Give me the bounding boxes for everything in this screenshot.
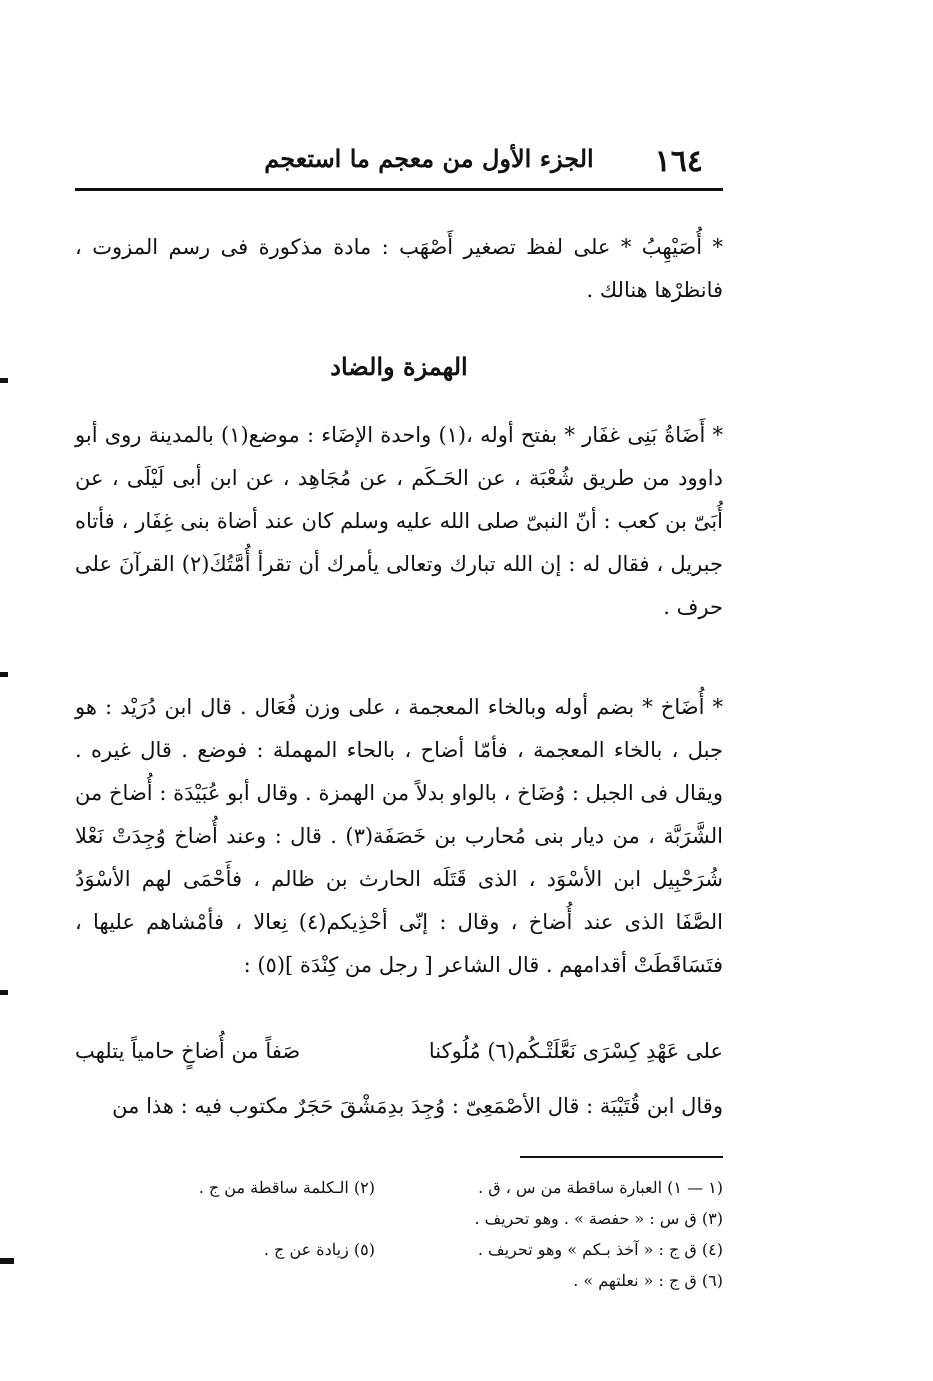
page-header — [75, 138, 723, 188]
continuation-line: وقال ابن قُتَيْبَة : قال الأصْمَعِىّ : وُجِدَ بدِمَشْقَ حَجَرٌ مكتوب فيه : هذا من — [112, 1094, 723, 1118]
verse-first-hemistich: على عَهْدِ كِسْرَى نَعَّلَتْـكُم(٦) مُلُوكنا — [428, 1039, 723, 1063]
scan-edge-mark — [0, 378, 8, 383]
footnote-3: (٣) ق س : « حفصة » . وهو تحريف . — [474, 1209, 723, 1228]
footnote-row — [75, 1234, 723, 1265]
section-heading: الهمزة والضاد — [330, 352, 468, 381]
header-rule — [75, 188, 723, 191]
scan-edge-mark — [0, 1258, 14, 1264]
footnote-row — [75, 1172, 723, 1203]
footnote-row — [75, 1265, 723, 1296]
footnote-2: (٢) الـكلمة ساقطة من ج . — [198, 1178, 375, 1197]
footnotes — [75, 1172, 723, 1296]
entry-usayhib: * أُصَيْهِبُ * على لفظ تصغير أَصْهَب : مادة مذكورة فى رسم المزوت ، فانظرْها هنالك . — [75, 235, 723, 302]
entry-udakh: * أُضَاخ * بضم أوله وبالخاء المعجمة ، على وزن فُعَال . قال ابن دُرَيْد : هو جبل ، بالخاء المعجمة ، فأمّا أضاح ، بالحاء المهملة : فوضع . قال غيره . ويقال فى الجبل : وُضَاخ ، بالواو بدلاً من الهمزة . وقال أبو عُبَيْدَة : أُضاخ من الشَّرَبَّة ، من ديار بنى مُحارب بن خَصَفَة(٣) . قال : وعند أُضاخ وُجِدَتْ نَعْلا شُرَحْبِيل ابن الأسْوَد ، الذى قَتَلَه الحارث بن ظالم ، فأَحْمَى لهم الأسْوَدُ الصَّفَا الذى عند أُضاخ ، وقال : إنّى أحْذِيكم(٤) نِعالا ، فأمْشاهم عليها ، فتَسَاقَطَتْ أقدامهم . قال الشاعر [ رجل من كِنْدَة ](٥) : — [75, 695, 724, 977]
poem-verse — [75, 1030, 723, 1073]
running-title: الجزء الأول من معجم ما استعجم — [264, 144, 594, 173]
footnote-6: (٦) ق ج : « نعلتهم » . — [573, 1271, 723, 1290]
footnote-5: (٥) زيادة عن ج . — [263, 1240, 375, 1259]
footnote-rule — [520, 1156, 723, 1158]
scan-edge-mark — [0, 672, 8, 677]
footnote-4: (٤) ق ج : « آخذ بـكم » وهو تحريف . — [477, 1240, 723, 1259]
page-number: ١٦٤ — [654, 144, 703, 179]
footnote-row — [75, 1203, 723, 1234]
verse-second-hemistich: صَفاً من أُضاخٍ حامياً يتلهب — [75, 1039, 301, 1063]
entry-adat-bani-ghifar: * أَضَاةُ بَنِى غفَار * بفتح أوله ،(١) واحدة الإضَاء : موضع(١) بالمدينة روى أبو داوود من طريق شُعْبَة ، عن الحَـكَم ، عن مُجَاهِد ، عن ابن أبى لَيْلَى ، عن أُبَىّ بن كعب : أنّ النبىّ صلى الله عليه وسلم كان عند أضاة بنى غِفَار ، فأتاه جبريل ، فقال له : إن الله تبارك وتعالى يأمرك أن تقرأ أُمَّتُكَ(٢) القرآنَ على حرف . — [75, 423, 724, 619]
scan-edge-mark — [0, 990, 8, 995]
footnote-1: (١ — ١) العبارة ساقطة من س ، ق . — [478, 1178, 723, 1197]
